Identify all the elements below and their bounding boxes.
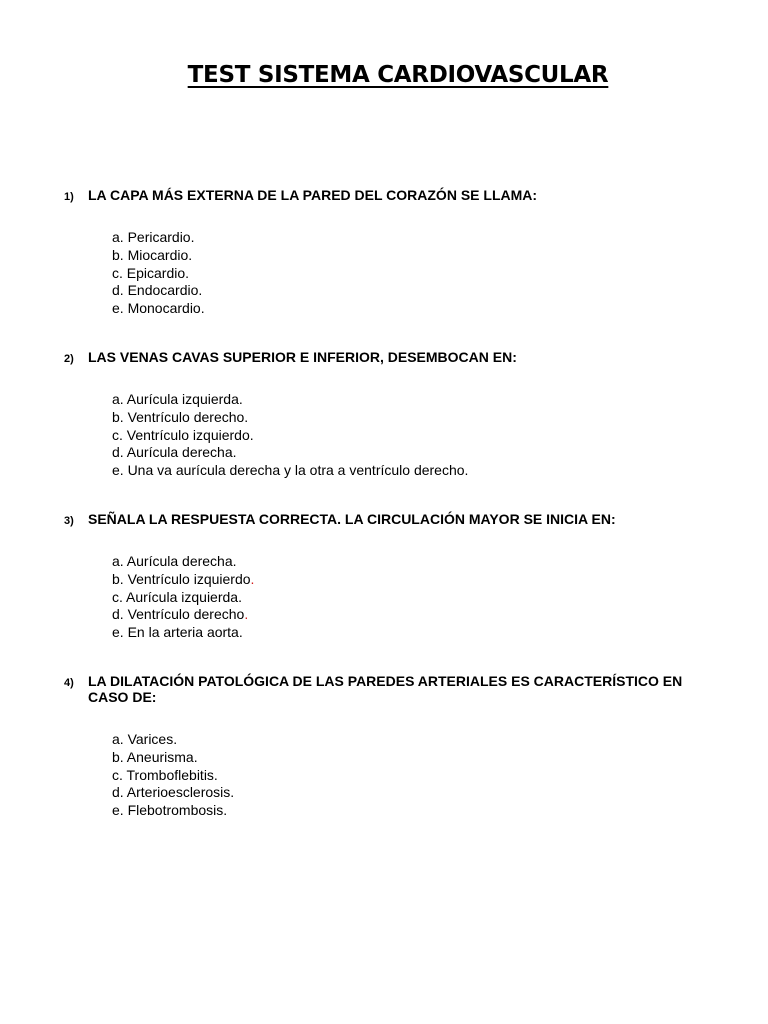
question-3 [64, 511, 724, 642]
option-c: c. Tromboflebitis. [112, 766, 218, 783]
option-b: b. Miocardio. [112, 246, 193, 263]
question-3-header [64, 511, 724, 527]
option-b: b. Aneurisma. [112, 748, 198, 765]
question-3-text: SEÑALA LA RESPUESTA CORRECTA. LA CIRCULACIÓN MAYOR SE INICIA EN: [88, 511, 616, 527]
question-4-text: LA DILATACIÓN PATOLÓGICA DE LAS PAREDES ARTERIALES ES CARACTERÍSTICO EN CASO DE: [88, 673, 683, 705]
option-e: e. Monocardio. [112, 300, 205, 317]
option-d: d. Arterioesclerosis. [112, 784, 235, 801]
option-e: e. Flebotrombosis. [112, 802, 228, 819]
question-1-options [64, 229, 724, 318]
option-e: e. Una va aurícula derecha y la otra a ventrículo derecho. [112, 462, 469, 479]
option-d-red-period: . [244, 606, 249, 623]
option-e: e. En la arteria aorta. [112, 624, 243, 641]
question-2-text: LAS VENAS CAVAS SUPERIOR E INFERIOR, DESEMBOCAN EN: [88, 349, 517, 365]
question-3-options [64, 553, 724, 642]
option-a: a. Aurícula derecha. [112, 553, 237, 569]
option-b-red-period: . [250, 570, 255, 587]
question-1 [64, 187, 724, 318]
question-4 [64, 673, 724, 820]
question-1-number: 1) [64, 191, 74, 203]
question-2 [64, 349, 724, 480]
option-a: a. Varices. [112, 731, 178, 747]
question-1-text: LA CAPA MÁS EXTERNA DE LA PARED DEL CORAZÓN SE LLAMA: [88, 187, 538, 203]
question-2-header [64, 349, 724, 365]
question-4-header [64, 673, 724, 705]
option-c: c. Epicardio. [112, 264, 190, 281]
question-4-number: 4) [64, 677, 74, 689]
document-title [0, 62, 768, 88]
question-1-header [64, 187, 724, 203]
option-d [112, 606, 724, 624]
option-b-text: b. Ventrículo izquierdo [112, 570, 251, 587]
option-d-text: d. Ventrículo derecho [112, 606, 245, 623]
document-title-text: TEST SISTEMA CARDIOVASCULAR [187, 62, 609, 88]
option-b: b. Ventrículo derecho. [112, 408, 249, 425]
option-d: d. Endocardio. [112, 282, 203, 299]
question-3-number: 3) [64, 515, 74, 527]
option-b [112, 571, 724, 589]
option-c: c. Ventrículo izquierdo. [112, 426, 254, 443]
question-2-options [64, 391, 724, 480]
question-2-number: 2) [64, 353, 74, 365]
option-a: a. Pericardio. [112, 229, 195, 245]
question-4-options [64, 731, 724, 820]
option-a: a. Aurícula izquierda. [112, 391, 243, 407]
option-c: c. Aurícula izquierda. [112, 588, 242, 605]
option-d: d. Aurícula derecha. [112, 444, 237, 461]
